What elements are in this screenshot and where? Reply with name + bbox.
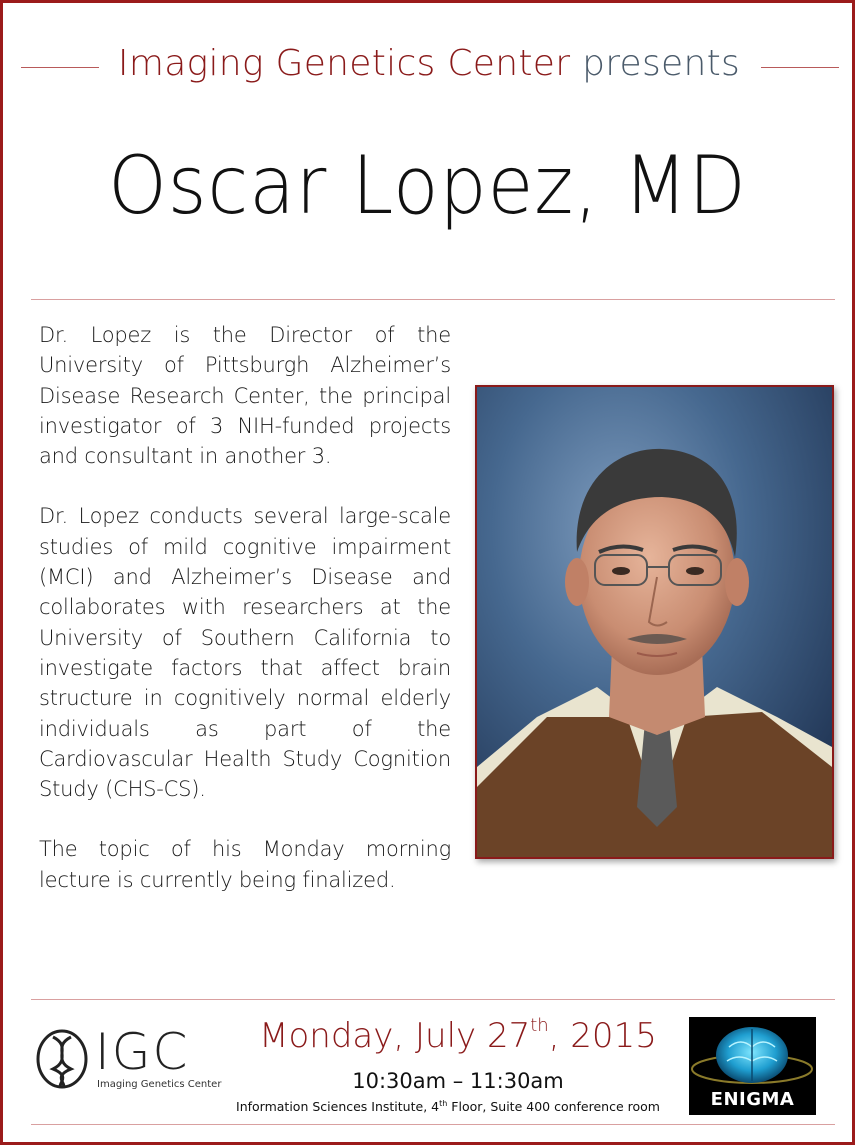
event-date-prefix: Monday, July 27: [259, 1016, 531, 1056]
event-time: 10:30am – 11:30am: [352, 1069, 564, 1093]
header-presents: presents: [582, 43, 741, 84]
divider-bottom: [31, 1124, 835, 1125]
divider-top: [31, 299, 835, 300]
header-title: [99, 43, 759, 84]
header-rule-left: [21, 67, 99, 68]
igc-logo: [33, 1023, 233, 1097]
bio-paragraph-2: Dr. Lopez conducts several large-scale studies of mild cognitive impairment (MCI) and Alzheimer’s Disease and collaborates with researchers at the University of Southern California to investigate factors that affect brain structure in cognitively normal elderly individuals as part of the Cardiovascular Health Study Cognition Study (CHS-CS).: [39, 504, 451, 802]
enigma-word: ENIGMA: [710, 1089, 795, 1110]
event-location-prefix: Information Sciences Institute, 4: [236, 1099, 440, 1115]
igc-subtitle: Imaging Genetics Center: [97, 1079, 222, 1090]
speaker-photo: [475, 385, 834, 859]
event-location-suffix: Floor, Suite 400 conference room: [447, 1099, 660, 1115]
bio-paragraph-1: Dr. Lopez is the Director of the University of Pittsburgh Alzheimer’s Disease Research Center, the principal investigator of 3 NIH-funded projects and consultant in another 3.: [39, 323, 451, 469]
bio: [39, 320, 451, 925]
header-rule-right: [761, 67, 839, 68]
event-date: [233, 1015, 683, 1056]
event-date-suffix: , 2015: [548, 1016, 657, 1056]
divider-middle: [31, 999, 835, 1000]
bio-paragraph-3: The topic of his Monday morning lecture is currently being finalized.: [39, 837, 451, 892]
enigma-logo: [689, 1017, 816, 1115]
event-date-ordinal: th: [530, 1015, 549, 1036]
portrait-illustration: [477, 387, 832, 857]
igc-letters: IGC: [95, 1023, 190, 1081]
dna-helix-icon: [33, 1029, 91, 1089]
speaker-name: Oscar Lopez, MD: [108, 139, 747, 232]
event-location-ordinal: th: [439, 1099, 448, 1108]
header: [3, 43, 852, 93]
header-org: Imaging Genetics Center: [117, 43, 571, 84]
event-location: [213, 1099, 683, 1114]
